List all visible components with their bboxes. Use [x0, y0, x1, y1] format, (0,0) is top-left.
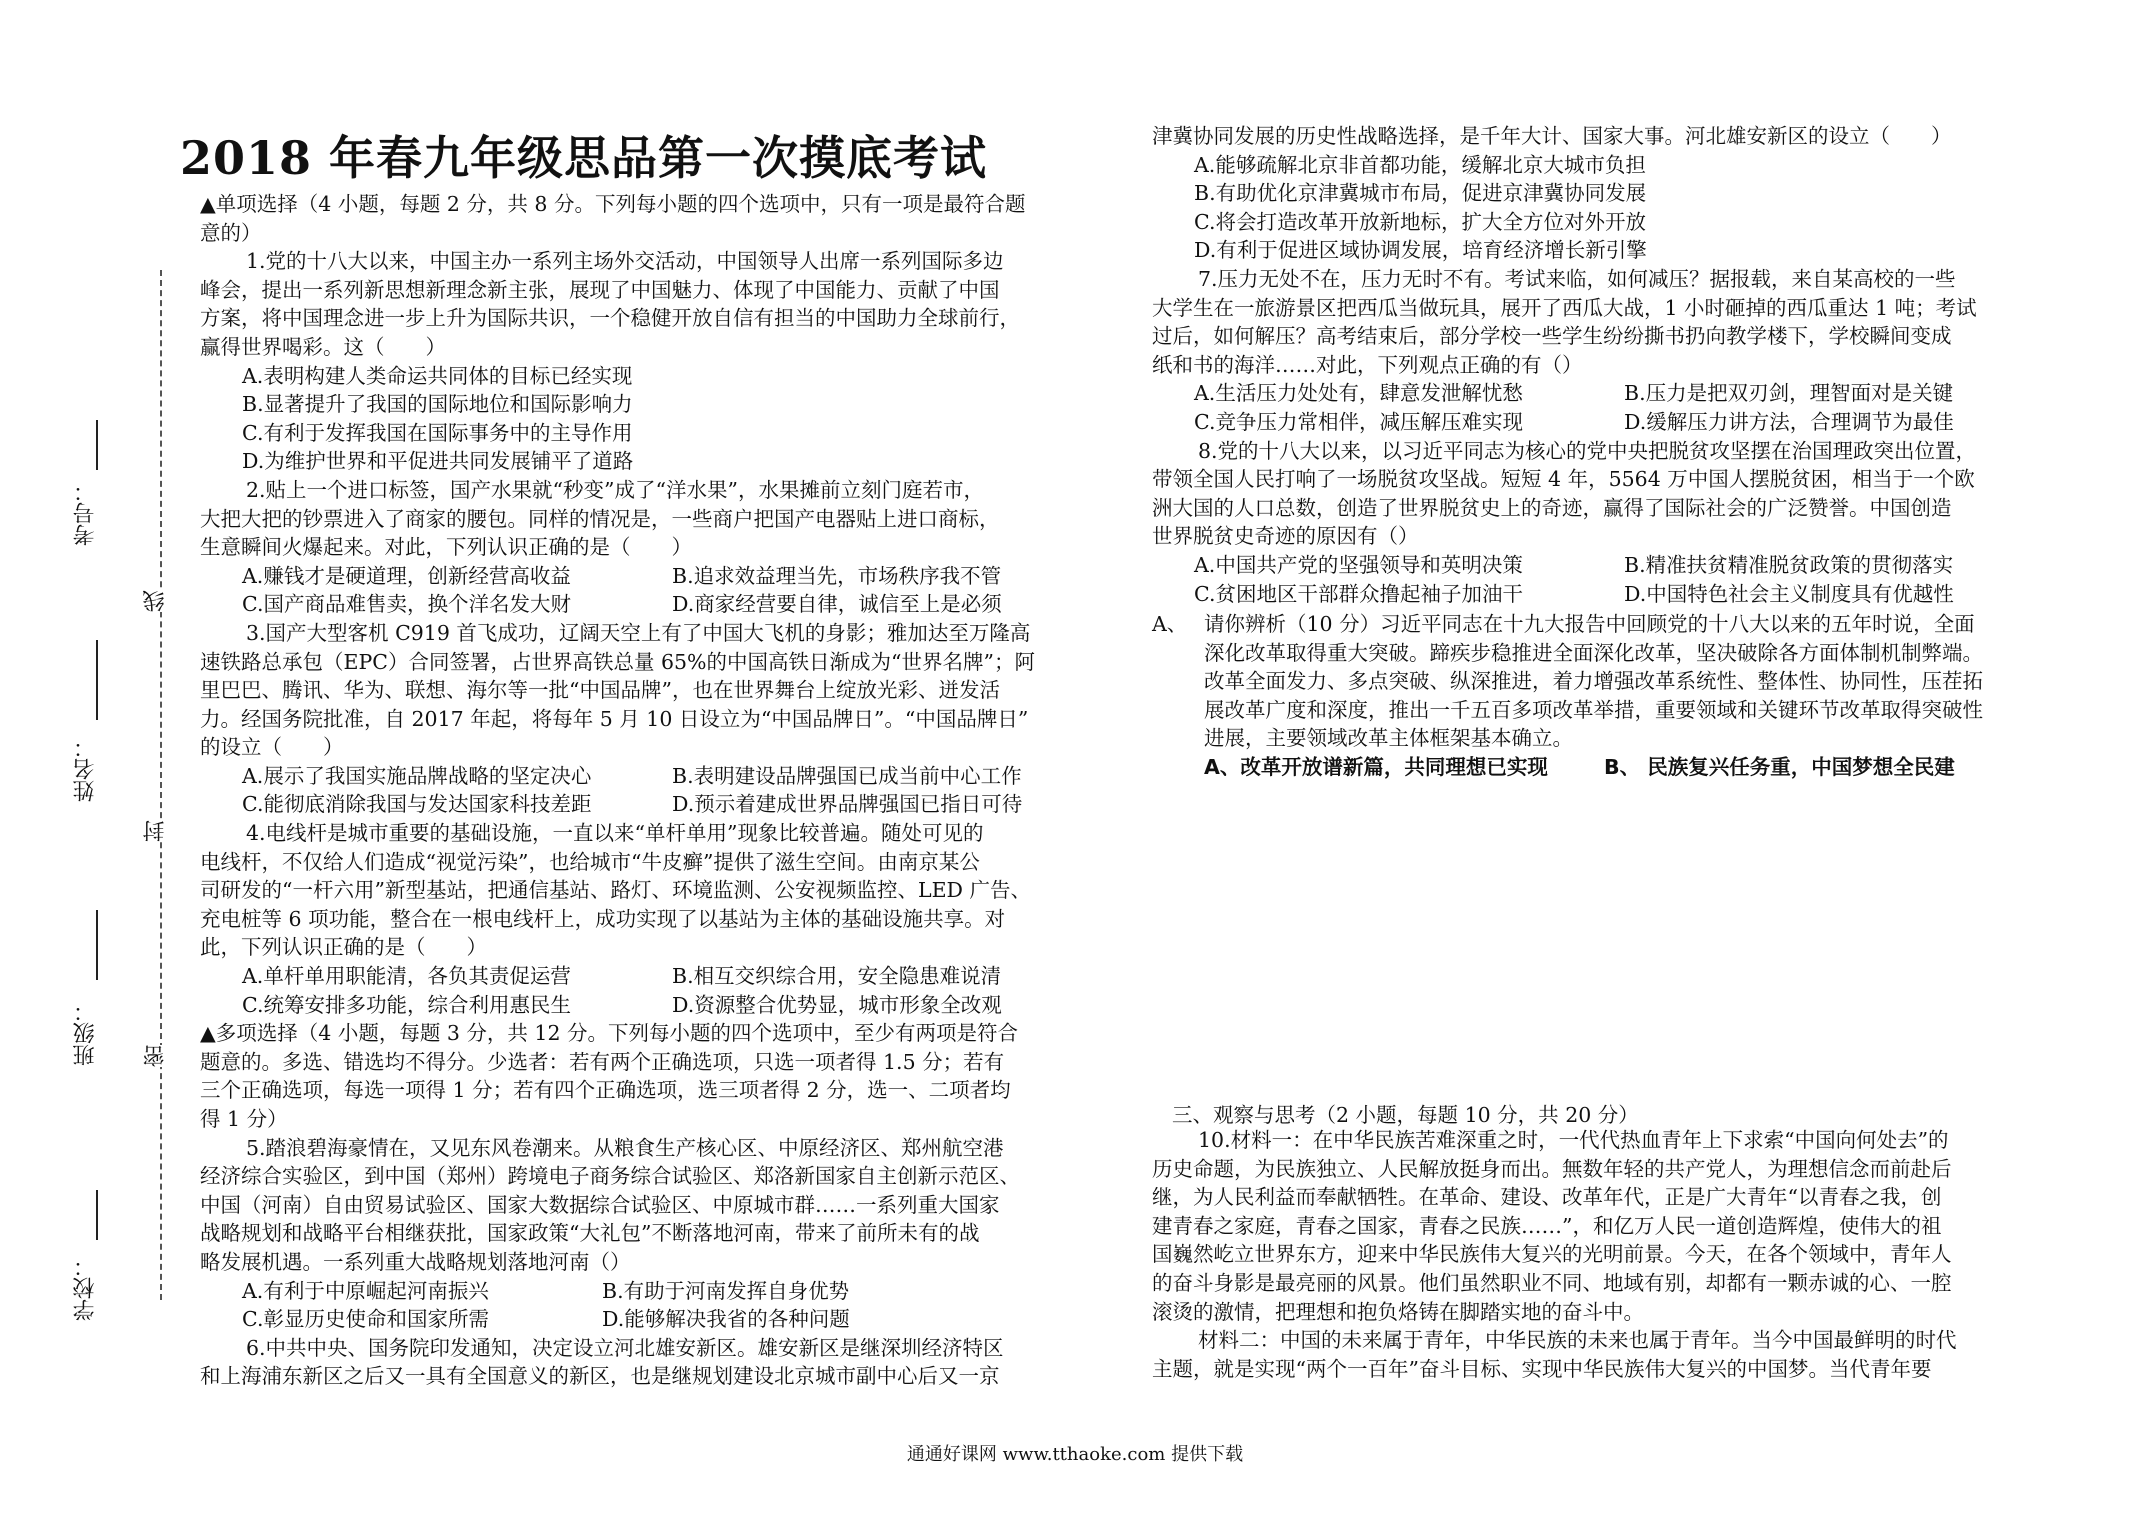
right-column [1152, 122, 2032, 608]
right-text-line: 津冀协同发展的历史性战略选择，是千年大计、国家大事。河北雄安新区的设立（ ） [1152, 124, 1952, 148]
left-text-line: 力。经国务院批准，自 2017 年起，将每年 5 月 10 日设立为“中国品牌日”。“中国品牌日” [200, 706, 1029, 731]
right-text-option: B.压力是把双刃剑，理智面对是关键 [1624, 381, 1954, 406]
right-text-option: B.精准扶贫精准脱贫政策的贯彻落实 [1624, 552, 1954, 577]
left-text-line: 方案，将中国理念进一步上升为国际共识，一个稳健开放自信有担当的中国助力全球前行， [200, 306, 1020, 331]
analysis-line: 请你辨析（10 分）习近平同志在十九大报告中回顾党的十八大以来的五年时说，全面 [1204, 612, 1975, 636]
left-text-option: C.国产商品难售卖，换个洋名发大财 [242, 592, 571, 617]
left-text-line: 电线杆，不仅给人们造成“视觉污染”，也给城市“牛皮癣”提供了滋生空间。由南京某公 [200, 849, 980, 874]
left-text-option: A.赚钱才是硬道理，创新经营高收益 [242, 563, 571, 588]
left-text-line: 峰会，提出一系列新思想新理念新主张，展现了中国魅力、体现了中国能力、贡献了中国 [200, 277, 1000, 302]
left-text-line: ▲单项选择（4 小题，每题 2 分，共 8 分。下列每小题的四个选项中，只有一项是最符合题 [200, 192, 1026, 216]
left-text-option-row [200, 790, 1080, 819]
right-text-line: D.有利于促进区域协调发展，培育经济增长新引擎 [1194, 238, 1647, 263]
left-text-option: A.展示了我国实施品牌战略的坚定决心 [242, 763, 592, 788]
exam-number-label: 考号： [73, 480, 98, 546]
left-text-option: A.单杆单用职能清，各负其责促运营 [242, 964, 571, 989]
left-text-line: 题意的。多选、错选均不得分。少选者：若有两个正确选项，只选一项者得 1.5 分；若有 [200, 1049, 1005, 1074]
right-text-option: D.中国特色社会主义制度具有优越性 [1624, 581, 1954, 606]
right-text-line: C.将会打造改革开放新地标，扩大全方位对外开放 [1194, 209, 1646, 234]
left-text-line: 的设立（ ） [200, 735, 344, 760]
analysis-prefix: A、 [1152, 612, 1188, 636]
class-label: 班级： [73, 1000, 98, 1066]
left-column [200, 190, 1080, 1391]
left-text-option: C.统筹安排多功能，综合利用惠民生 [242, 992, 571, 1017]
right-text-option-row [1152, 408, 2032, 437]
left-text-option-row [200, 762, 1080, 791]
school-blank [96, 1190, 98, 1240]
left-text-option: D.商家经营要自律，诚信至上是必须 [672, 592, 1002, 617]
left-text-line: 3.国产大型客机 C919 首飞成功，辽阔天空上有了中国大飞机的身影；雅加达至万隆高 [246, 620, 1031, 645]
right-text-option: A.中国共产党的坚强领导和英明决策 [1194, 552, 1523, 577]
q10-text-line: 的奋斗身影是最亮丽的风景。他们虽然职业不同、地域有别，却都有一颗赤诚的心、一腔 [1152, 1270, 1952, 1295]
left-text-option: B.追求效益理当先，市场秩序我不管 [672, 563, 1002, 588]
left-text-line: 生意瞬间火爆起来。对此，下列认识正确的是（ ） [200, 535, 692, 560]
q10-text-line: 材料二：中国的未来属于青年，中华民族的未来也属于青年。当今中国最鲜明的时代 [1198, 1328, 1957, 1353]
q10-text-line: 10.材料一：在中华民族苦难深重之时，一代代热血青年上下求索“中国向何处去”的 [1198, 1128, 1949, 1152]
left-text-line: 中国（河南）自由贸易试验区、国家大数据综合试验区、中原城市群……一系列重大国家 [200, 1192, 1000, 1217]
q10-text-line: 继，为人民利益而奉献牺牲。在革命、建设、改革年代，正是广大青年“以青春之我，创 [1152, 1185, 1942, 1210]
left-text-line: 里巴巴、腾讯、华为、联想、海尔等一批“中国品牌”，也在世界舞台上绽放光彩、迸发活 [200, 678, 1000, 703]
left-text-option: D.能够解决我省的各种问题 [602, 1307, 850, 1332]
left-text-option: C.彰显历史使命和国家所需 [242, 1307, 489, 1332]
left-text-option: D.预示着建成世界品牌强国已指日可待 [672, 792, 1023, 817]
left-text-option-row [200, 562, 1080, 591]
binding-dashed-line [160, 270, 162, 1300]
left-text-line: 充电桩等 6 项功能，整合在一根电线杆上，成功实现了以基站为主体的基础设施共享。对 [200, 906, 1006, 931]
section-three-heading: 三、观察与思考（2 小题，每题 10 分，共 20 分） [1172, 1103, 1639, 1127]
right-text-option-row [1152, 580, 2032, 609]
footer-source: 通通好课网 www.tthaoke.com 提供下载 [906, 1444, 1244, 1465]
question-10 [1152, 1126, 1957, 1383]
left-text-line: ▲多项选择（4 小题，每题 3 分，共 12 分。下列每小题的四个选项中，至少有两项是符合 [200, 1021, 1019, 1046]
analysis-option-b: B、 民族复兴任务重，中国梦想全民建 [1604, 754, 1955, 779]
page-title: 2018 年春九年级思品第一次摸底考试 [180, 131, 988, 185]
right-text-line: 纸和书的海洋……对此，下列观点正确的有（） [1152, 352, 1583, 377]
seal-seal-char: 封 [140, 820, 171, 842]
right-text-line: 带领全国人民打响了一场脱贫攻坚战。短短 4 年，5564 万中国人摆脱贫困，相当于一个欧 [1152, 467, 1975, 492]
left-text-line: B.显著提升了我国的国际地位和国际影响力 [242, 392, 633, 417]
right-text-option: C.竞争压力常相伴，减压解压难实现 [1194, 409, 1523, 434]
left-text-line: 战略规划和战略平台相继获批，国家政策“大礼包”不断落地河南，带来了前所未有的战 [200, 1221, 980, 1246]
right-text-line: 过后，如何解压？高考结束后，部分学校一些学生纷纷撕书扔向教学楼下，学校瞬间变成 [1152, 324, 1952, 349]
left-text-option-row [200, 1277, 1080, 1306]
left-text-option-row [200, 590, 1080, 619]
class-blank [96, 910, 98, 980]
left-text-line: 赢得世界喝彩。这（ ） [200, 334, 446, 359]
q10-text-line: 建青春之家庭，青春之国家，青春之民族……”，和亿万人民一道创造辉煌，使伟大的祖 [1152, 1213, 1942, 1238]
right-text-line: 8.党的十八大以来，以习近平同志为核心的党中央把脱贫攻坚摆在治国理政突出位置， [1198, 438, 1977, 463]
left-text-line: 速铁路总承包（EPC）合同签署，占世界高铁总量 65%的中国高铁日渐成为“世界名牌”；阿 [200, 649, 1035, 674]
left-text-option: C.能彻底消除我国与发达国家科技差距 [242, 792, 592, 817]
left-text-option-row [200, 1305, 1080, 1334]
left-text-line: 4.电线杆是城市重要的基础设施，一直以来“单杆单用”现象比较普遍。随处可见的 [246, 821, 984, 846]
analysis-question [1152, 610, 1983, 782]
left-text-line: 5.踏浪碧海豪情在，又见东风卷潮来。从粮食生产核心区、中原经济区、郑州航空港 [246, 1135, 1004, 1160]
right-text-option-row [1152, 379, 2032, 408]
right-text-line: 洲大国的人口总数，创造了世界脱贫史上的奇迹，赢得了国际社会的广泛赞誉。中国创造 [1152, 495, 1952, 520]
analysis-line: 改革全面发力、多点突破、纵深推进，着力增强改革系统性、整体性、协同性，压茬拓 [1204, 669, 1983, 694]
school-label: 学校： [73, 1255, 98, 1321]
left-text-line: 6.中共中央、国务院印发通知，决定设立河北雄安新区。雄安新区是继深圳经济特区 [246, 1335, 1004, 1360]
analysis-line: 深化改革取得重大突破。蹄疾步稳推进全面深化改革，坚决破除各方面体制机制弊端。 [1204, 640, 1983, 665]
left-text-option-row [200, 962, 1080, 991]
left-text-line: A.表明构建人类命运共同体的目标已经实现 [242, 363, 633, 388]
left-text-line: 大把大把的钞票进入了商家的腰包。同样的情况是，一些商户把国产电器贴上进口商标， [200, 506, 1000, 531]
left-text-line: 和上海浦东新区之后又一具有全国意义的新区，也是继规划建设北京城市副中心后又一京 [200, 1364, 1000, 1389]
left-text-line: 司研发的“一杆六用”新型基站，把通信基站、路灯、环境监测、公安视频监控、LED 广告、 [200, 878, 1031, 903]
exam-number-blank [96, 420, 98, 470]
q10-text-line: 国巍然屹立世界东方，迎来中华民族伟大复兴的光明前景。今天，在各个领域中，青年人 [1152, 1242, 1952, 1267]
left-text-line: 2.贴上一个进口标签，国产水果就“秒变”成了“洋水果”，水果摊前立刻门庭若市， [246, 477, 984, 502]
right-text-line: 7.压力无处不在，压力无时不有。考试来临，如何减压？据报载，来自某高校的一些 [1198, 266, 1956, 291]
seal-secret-char: 密 [140, 1045, 171, 1067]
analysis-option-a: A、改革开放谱新篇，共同理想已实现 [1204, 754, 1548, 779]
seal-line-char: 线 [140, 590, 171, 612]
left-text-option: B.有助于河南发挥自身优势 [602, 1278, 850, 1303]
left-text-line: 1.党的十八大以来，中国主办一系列主场外交活动，中国领导人出席一系列国际多边 [246, 249, 1004, 274]
right-text-option-row [1152, 551, 2032, 580]
left-text-option: D.资源整合优势显，城市形象全改观 [672, 992, 1002, 1017]
left-text-line: C.有利于发挥我国在国际事务中的主导作用 [242, 420, 633, 445]
left-text-option: A.有利于中原崛起河南振兴 [242, 1278, 489, 1303]
right-text-line: 大学生在一旅游景区把西瓜当做玩具，展开了西瓜大战，1 小时砸掉的西瓜重达 1 吨；考试 [1152, 295, 1977, 320]
right-text-option: A.生活压力处处有，肆意发泄解忧愁 [1194, 381, 1523, 406]
q10-text-line: 历史命题，为民族独立、人民解放挺身而出。無数年轻的共产党人，为理想信念而前赴后 [1152, 1156, 1952, 1181]
left-text-line: 此，下列认识正确的是（ ） [200, 935, 487, 960]
left-text-option: B.表明建设品牌强国已成当前中心工作 [672, 763, 1022, 788]
right-text-line: B.有助优化京津冀城市布局，促进京津冀协同发展 [1194, 181, 1647, 206]
left-text-line: 得 1 分） [200, 1107, 288, 1131]
left-text-option: B.相互交织综合用，安全隐患难说清 [672, 964, 1002, 989]
left-text-option-row [200, 991, 1080, 1020]
left-text-line: 三个正确选项，每选一项得 1 分；若有四个正确选项，选三项者得 2 分，选一、二项者均 [200, 1078, 1011, 1103]
name-label: 姓名： [73, 736, 98, 802]
right-text-option: D.缓解压力讲方法，合理调节为最佳 [1624, 409, 1954, 434]
right-text-option: C.贫困地区干部群众撸起袖子加油干 [1194, 581, 1523, 606]
analysis-line: 展改革广度和深度，推出一千五百多项改革举措，重要领域和关键环节改革取得突破性 [1204, 697, 1983, 722]
q10-text-line: 主题，就是实现“两个一百年”奋斗目标、实现中华民族伟大复兴的中国梦。当代青年要 [1152, 1356, 1932, 1381]
right-text-line: A.能够疏解北京非首都功能，缓解北京大城市负担 [1194, 152, 1646, 177]
right-text-line: 世界脱贫史奇迹的原因有（） [1152, 524, 1419, 549]
left-text-line: 经济综合实验区，到中国（郑州）跨境电子商务综合试验区、郑洛新国家自主创新示范区、 [200, 1164, 1020, 1189]
left-text-line: 略发展机遇。一系列重大战略规划落地河南（） [200, 1249, 631, 1274]
left-text-line: D.为维护世界和平促进共同发展铺平了道路 [242, 449, 634, 474]
analysis-line: 进展，主要领域改革主体框架基本确立。 [1204, 726, 1573, 751]
q10-text-line: 滚烫的激情，把理想和抱负烙铸在脚踏实地的奋斗中。 [1152, 1299, 1644, 1324]
name-blank [96, 640, 98, 720]
left-text-line: 意的） [200, 220, 262, 245]
